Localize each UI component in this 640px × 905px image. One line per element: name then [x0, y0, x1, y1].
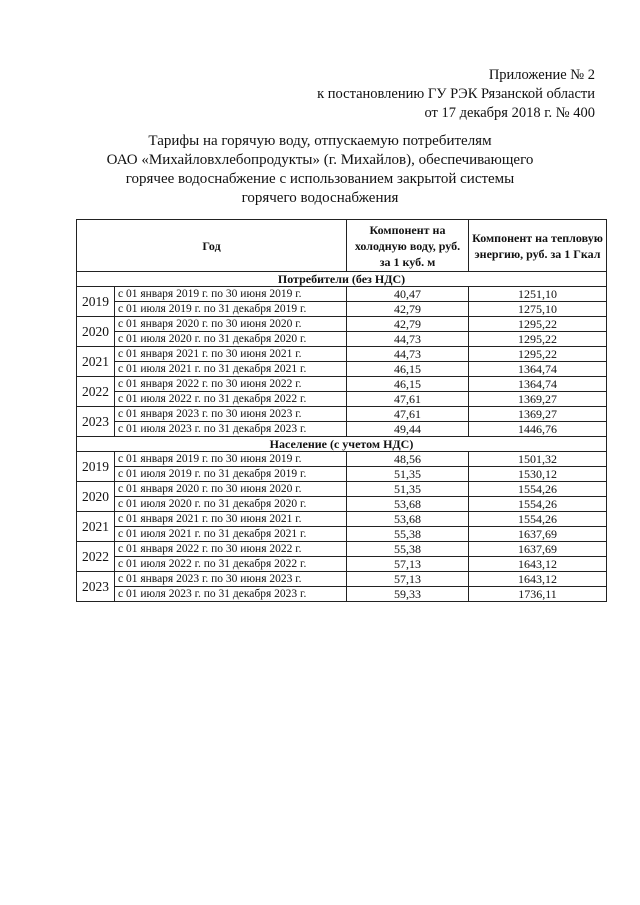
year-cell: 2022	[77, 377, 115, 407]
heat-energy-cell: 1554,26	[469, 482, 607, 497]
section-row	[77, 272, 607, 287]
heat-energy-cell: 1637,69	[469, 542, 607, 557]
cold-water-cell: 51,35	[347, 482, 469, 497]
document-title	[0, 132, 640, 208]
heat-energy-cell: 1736,11	[469, 587, 607, 602]
period-cell: с 01 января 2019 г. по 30 июня 2019 г.	[115, 287, 347, 302]
period-cell: с 01 июля 2022 г. по 31 декабря 2022 г.	[115, 392, 347, 407]
section-title: Потребители (без НДС)	[77, 272, 607, 287]
cold-water-cell: 48,56	[347, 452, 469, 467]
tariffs-table	[76, 219, 607, 602]
table-body	[77, 272, 607, 602]
table-row	[77, 347, 607, 362]
table-row	[77, 527, 607, 542]
title-line: ОАО «Михайловхлебопродукты» (г. Михайлов), обеспечивающего	[106, 152, 534, 168]
cold-water-cell: 47,61	[347, 407, 469, 422]
title-line: горячего водоснабжения	[241, 190, 399, 206]
table-row	[77, 467, 607, 482]
heat-energy-cell: 1364,74	[469, 377, 607, 392]
year-cell: 2023	[77, 572, 115, 602]
cold-water-cell: 53,68	[347, 512, 469, 527]
period-cell: с 01 января 2021 г. по 30 июня 2021 г.	[115, 347, 347, 362]
period-cell: с 01 июля 2020 г. по 31 декабря 2020 г.	[115, 497, 347, 512]
year-cell: 2020	[77, 317, 115, 347]
appendix-line: к постановлению ГУ РЭК Рязанской области	[317, 86, 595, 102]
table-row	[77, 587, 607, 602]
period-cell: с 01 января 2020 г. по 30 июня 2020 г.	[115, 317, 347, 332]
table-row	[77, 572, 607, 587]
heat-energy-cell: 1275,10	[469, 302, 607, 317]
period-cell: с 01 января 2019 г. по 30 июня 2019 г.	[115, 452, 347, 467]
heat-energy-cell: 1369,27	[469, 407, 607, 422]
cold-water-cell: 46,15	[347, 377, 469, 392]
table-row	[77, 452, 607, 467]
table-row	[77, 287, 607, 302]
heat-energy-cell: 1369,27	[469, 392, 607, 407]
header-heat-energy: Компонент на тепловую энергию, руб. за 1 Гкал	[469, 220, 607, 272]
table-row	[77, 422, 607, 437]
header-year: Год	[77, 220, 347, 272]
table-row	[77, 407, 607, 422]
cold-water-cell: 46,15	[347, 362, 469, 377]
table-row	[77, 332, 607, 347]
cold-water-cell: 44,73	[347, 332, 469, 347]
heat-energy-cell: 1554,26	[469, 512, 607, 527]
cold-water-cell: 59,33	[347, 587, 469, 602]
heat-energy-cell: 1295,22	[469, 332, 607, 347]
table-row	[77, 377, 607, 392]
header-cold-water: Компонент на холодную воду, руб. за 1 куб. м	[347, 220, 469, 272]
table-row	[77, 317, 607, 332]
heat-energy-cell: 1295,22	[469, 317, 607, 332]
year-cell: 2021	[77, 347, 115, 377]
heat-energy-cell: 1501,32	[469, 452, 607, 467]
cold-water-cell: 40,47	[347, 287, 469, 302]
period-cell: с 01 июля 2020 г. по 31 декабря 2020 г.	[115, 332, 347, 347]
year-cell: 2022	[77, 542, 115, 572]
period-cell: с 01 июля 2021 г. по 31 декабря 2021 г.	[115, 362, 347, 377]
period-cell: с 01 июля 2019 г. по 31 декабря 2019 г.	[115, 302, 347, 317]
period-cell: с 01 июля 2021 г. по 31 декабря 2021 г.	[115, 527, 347, 542]
period-cell: с 01 июля 2023 г. по 31 декабря 2023 г.	[115, 422, 347, 437]
cold-water-cell: 51,35	[347, 467, 469, 482]
period-cell: с 01 января 2021 г. по 30 июня 2021 г.	[115, 512, 347, 527]
period-cell: с 01 января 2022 г. по 30 июня 2022 г.	[115, 377, 347, 392]
table-row	[77, 557, 607, 572]
year-cell: 2023	[77, 407, 115, 437]
table-row	[77, 512, 607, 527]
year-cell: 2019	[77, 287, 115, 317]
table-row	[77, 302, 607, 317]
cold-water-cell: 57,13	[347, 557, 469, 572]
heat-energy-cell: 1530,12	[469, 467, 607, 482]
year-cell: 2021	[77, 512, 115, 542]
heat-energy-cell: 1643,12	[469, 572, 607, 587]
heat-energy-cell: 1554,26	[469, 497, 607, 512]
section-row	[77, 437, 607, 452]
cold-water-cell: 47,61	[347, 392, 469, 407]
period-cell: с 01 июля 2023 г. по 31 декабря 2023 г.	[115, 587, 347, 602]
table-row	[77, 542, 607, 557]
cold-water-cell: 55,38	[347, 542, 469, 557]
cold-water-cell: 57,13	[347, 572, 469, 587]
cold-water-cell: 49,44	[347, 422, 469, 437]
cold-water-cell: 55,38	[347, 527, 469, 542]
heat-energy-cell: 1251,10	[469, 287, 607, 302]
period-cell: с 01 июля 2019 г. по 31 декабря 2019 г.	[115, 467, 347, 482]
cold-water-cell: 42,79	[347, 302, 469, 317]
table-row	[77, 497, 607, 512]
period-cell: с 01 июля 2022 г. по 31 декабря 2022 г.	[115, 557, 347, 572]
table-row	[77, 482, 607, 497]
period-cell: с 01 января 2022 г. по 30 июня 2022 г.	[115, 542, 347, 557]
cold-water-cell: 44,73	[347, 347, 469, 362]
heat-energy-cell: 1637,69	[469, 527, 607, 542]
title-line: горячее водоснабжение с использованием закрытой системы	[125, 171, 515, 187]
heat-energy-cell: 1364,74	[469, 362, 607, 377]
heat-energy-cell: 1446,76	[469, 422, 607, 437]
table-row	[77, 362, 607, 377]
year-cell: 2019	[77, 452, 115, 482]
year-cell: 2020	[77, 482, 115, 512]
cold-water-cell: 53,68	[347, 497, 469, 512]
table-row	[77, 392, 607, 407]
title-line: Тарифы на горячую воду, отпускаемую потребителям	[148, 133, 492, 149]
appendix-block	[317, 66, 595, 123]
period-cell: с 01 января 2023 г. по 30 июня 2023 г.	[115, 572, 347, 587]
period-cell: с 01 января 2023 г. по 30 июня 2023 г.	[115, 407, 347, 422]
table-header-row	[77, 220, 607, 272]
appendix-line: от 17 декабря 2018 г. № 400	[424, 105, 595, 121]
cold-water-cell: 42,79	[347, 317, 469, 332]
heat-energy-cell: 1643,12	[469, 557, 607, 572]
period-cell: с 01 января 2020 г. по 30 июня 2020 г.	[115, 482, 347, 497]
appendix-line: Приложение № 2	[488, 67, 595, 83]
section-title: Население (с учетом НДС)	[77, 437, 607, 452]
heat-energy-cell: 1295,22	[469, 347, 607, 362]
